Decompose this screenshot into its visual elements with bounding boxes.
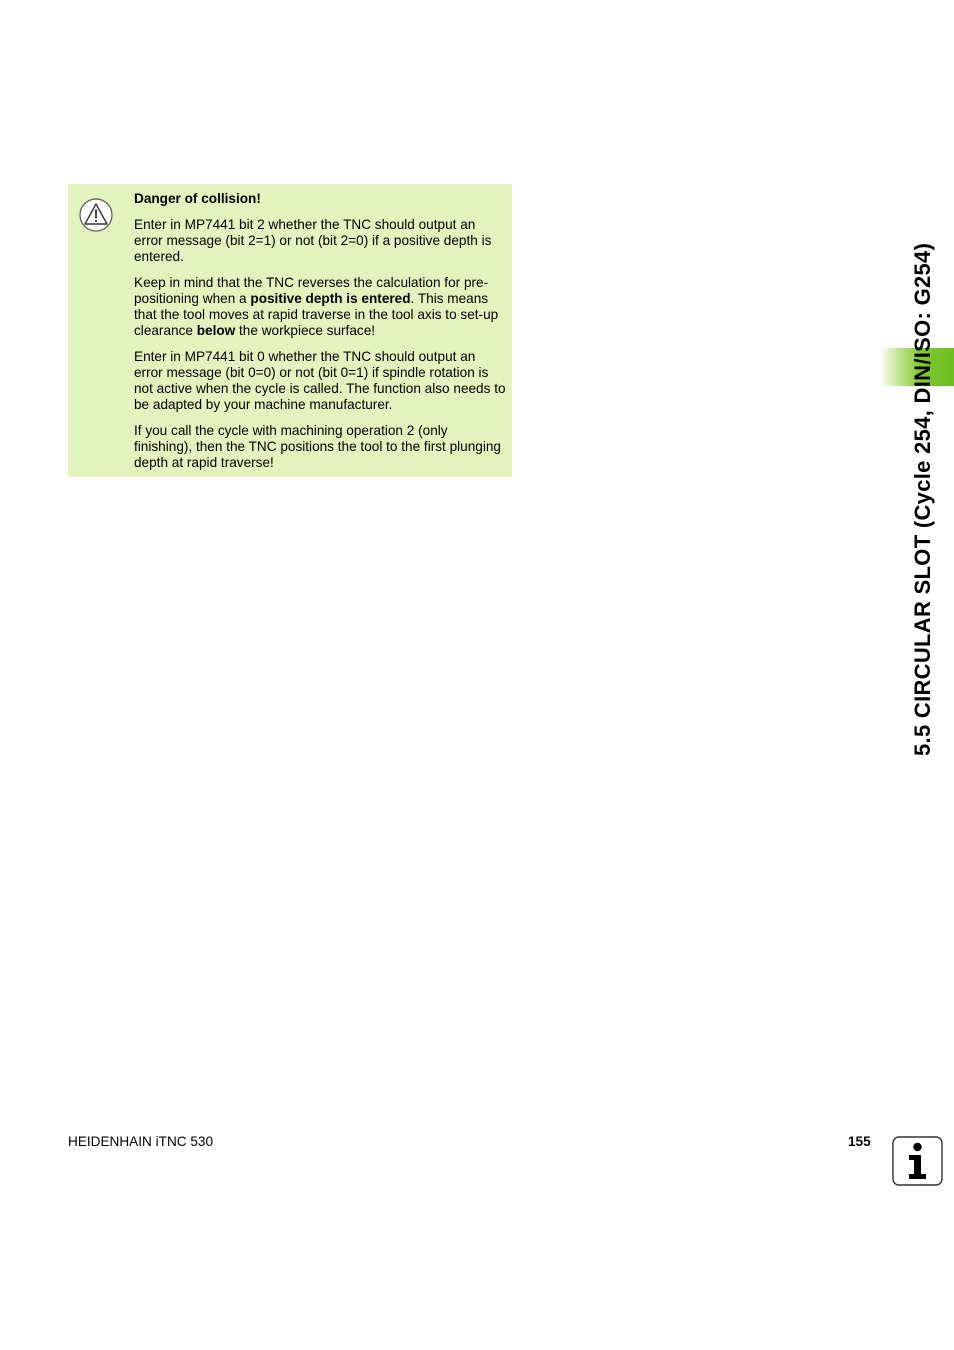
warning-paragraph-4: If you call the cycle with machining operation 2 (only finishing), then the TNC positions the tool to the first plunging depth at rapid traverse! xyxy=(134,423,501,470)
emphasis-positive-depth: positive depth is entered xyxy=(250,291,411,306)
section-side-title: 5.5 CIRCULAR SLOT (Cycle 254, DIN/ISO: G254) xyxy=(910,242,935,756)
warning-triangle-icon xyxy=(79,198,113,232)
warning-text xyxy=(134,191,506,481)
warning-paragraph-3: Enter in MP7441 bit 0 whether the TNC should output an error message (bit 0=0) or not (bit 0=1) if spindle rotation is not active when the cycle is called. The function also needs to be adapted by your machine manufacturer. xyxy=(134,349,506,412)
paragraph-text: the workpiece surface! xyxy=(235,323,376,338)
emphasis-below: below xyxy=(196,323,236,338)
paragraph-text: . This means that the tool moves at rapid traverse in the tool axis to set-up clearance xyxy=(134,291,499,338)
info-icon xyxy=(892,1136,943,1186)
footer-product-name: HEIDENHAIN iTNC 530 xyxy=(68,1134,214,1149)
paragraph-text: Keep in mind that the TNC reverses the calculation for pre-positioning when a xyxy=(134,275,489,306)
collision-warning-box xyxy=(68,184,512,477)
warning-title: Danger of collision! xyxy=(134,191,261,206)
page-number: 155 xyxy=(848,1134,871,1149)
warning-paragraph-2 xyxy=(134,275,506,339)
warning-paragraph-1: Enter in MP7441 bit 2 whether the TNC should output an error message (bit 2=1) or not (bit 2=0) if a positive depth is entered. xyxy=(134,217,492,264)
